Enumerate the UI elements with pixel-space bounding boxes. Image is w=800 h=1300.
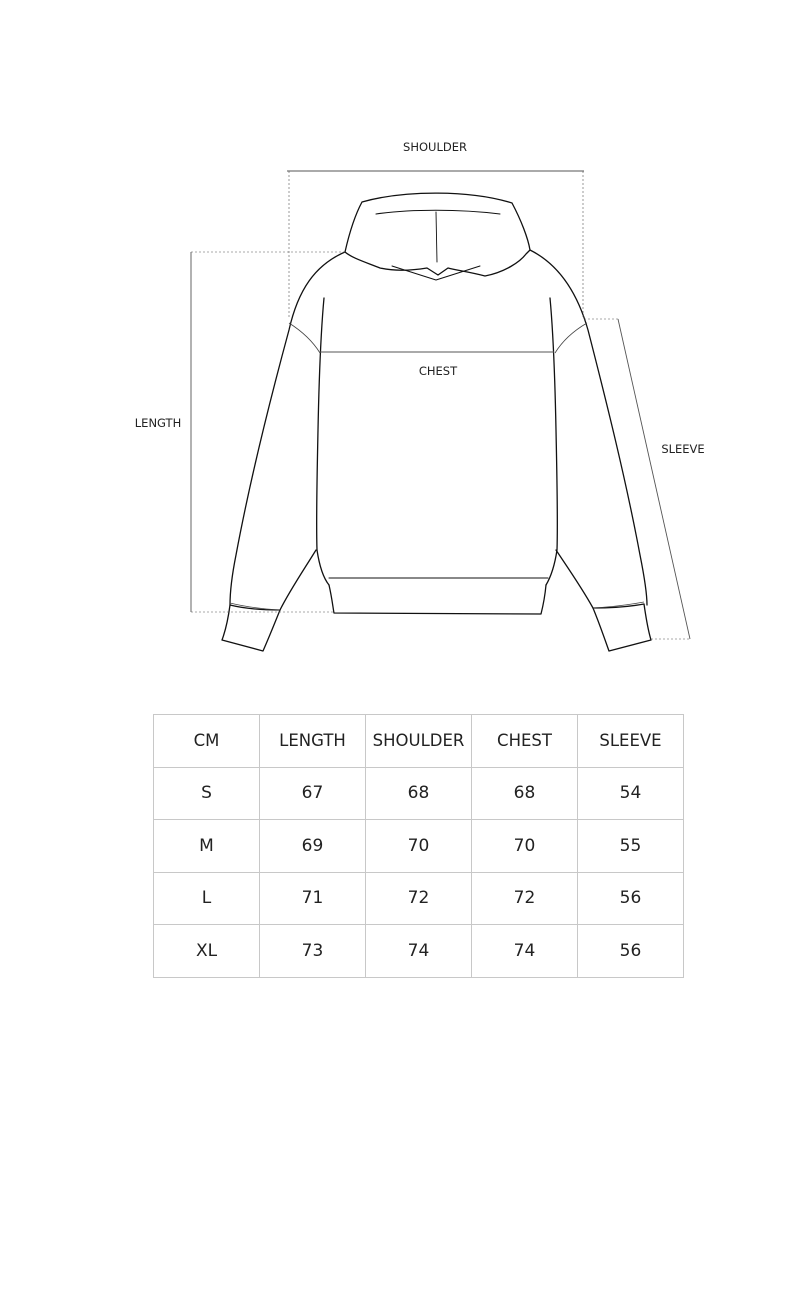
shoulder-cell: 68 <box>366 767 472 820</box>
header-cm: CM <box>154 715 260 768</box>
left-shoulder-seam <box>289 323 320 353</box>
chest-cell: 68 <box>472 767 578 820</box>
right-sleeve-inner <box>556 550 593 608</box>
length-cell: 71 <box>260 872 366 925</box>
size-cell: L <box>154 872 260 925</box>
left-body-side <box>317 298 329 585</box>
left-sleeve-outer <box>230 252 345 605</box>
hood-center-seam <box>436 212 437 262</box>
sleeve-cell: 55 <box>578 820 684 873</box>
length-cell: 73 <box>260 925 366 978</box>
shoulder-label: SHOULDER <box>403 140 467 154</box>
shoulder-cell: 74 <box>366 925 472 978</box>
header-shoulder: SHOULDER <box>366 715 472 768</box>
chest-label: CHEST <box>418 364 458 378</box>
size-chart-header-row <box>154 715 684 768</box>
right-shoulder-seam <box>555 323 587 353</box>
right-sleeve-outer <box>530 250 647 605</box>
shoulder-cell: 72 <box>366 872 472 925</box>
table-row <box>154 872 684 925</box>
table-row <box>154 820 684 873</box>
header-length: LENGTH <box>260 715 366 768</box>
length-cell: 67 <box>260 767 366 820</box>
sleeve-label: SLEEVE <box>661 442 705 456</box>
sleeve-cell: 56 <box>578 872 684 925</box>
header-chest: CHEST <box>472 715 578 768</box>
size-chart-table <box>153 714 684 978</box>
waistband <box>329 585 546 614</box>
table-row <box>154 925 684 978</box>
sleeve-measure <box>584 319 690 639</box>
shoulder-cell: 70 <box>366 820 472 873</box>
chest-cell: 72 <box>472 872 578 925</box>
table-row <box>154 767 684 820</box>
size-cell: M <box>154 820 260 873</box>
sleeve-cell: 54 <box>578 767 684 820</box>
hood-outline <box>345 193 530 276</box>
header-sleeve: SLEEVE <box>578 715 684 768</box>
size-cell: S <box>154 767 260 820</box>
sleeve-cell: 56 <box>578 925 684 978</box>
right-body-side <box>546 298 557 585</box>
size-cell: XL <box>154 925 260 978</box>
hood-inner-line <box>376 210 500 214</box>
chest-cell: 70 <box>472 820 578 873</box>
length-label: LENGTH <box>134 416 182 430</box>
length-measure <box>191 252 345 612</box>
chest-cell: 74 <box>472 925 578 978</box>
left-sleeve-inner <box>280 550 316 610</box>
length-cell: 69 <box>260 820 366 873</box>
right-cuff <box>593 604 651 651</box>
